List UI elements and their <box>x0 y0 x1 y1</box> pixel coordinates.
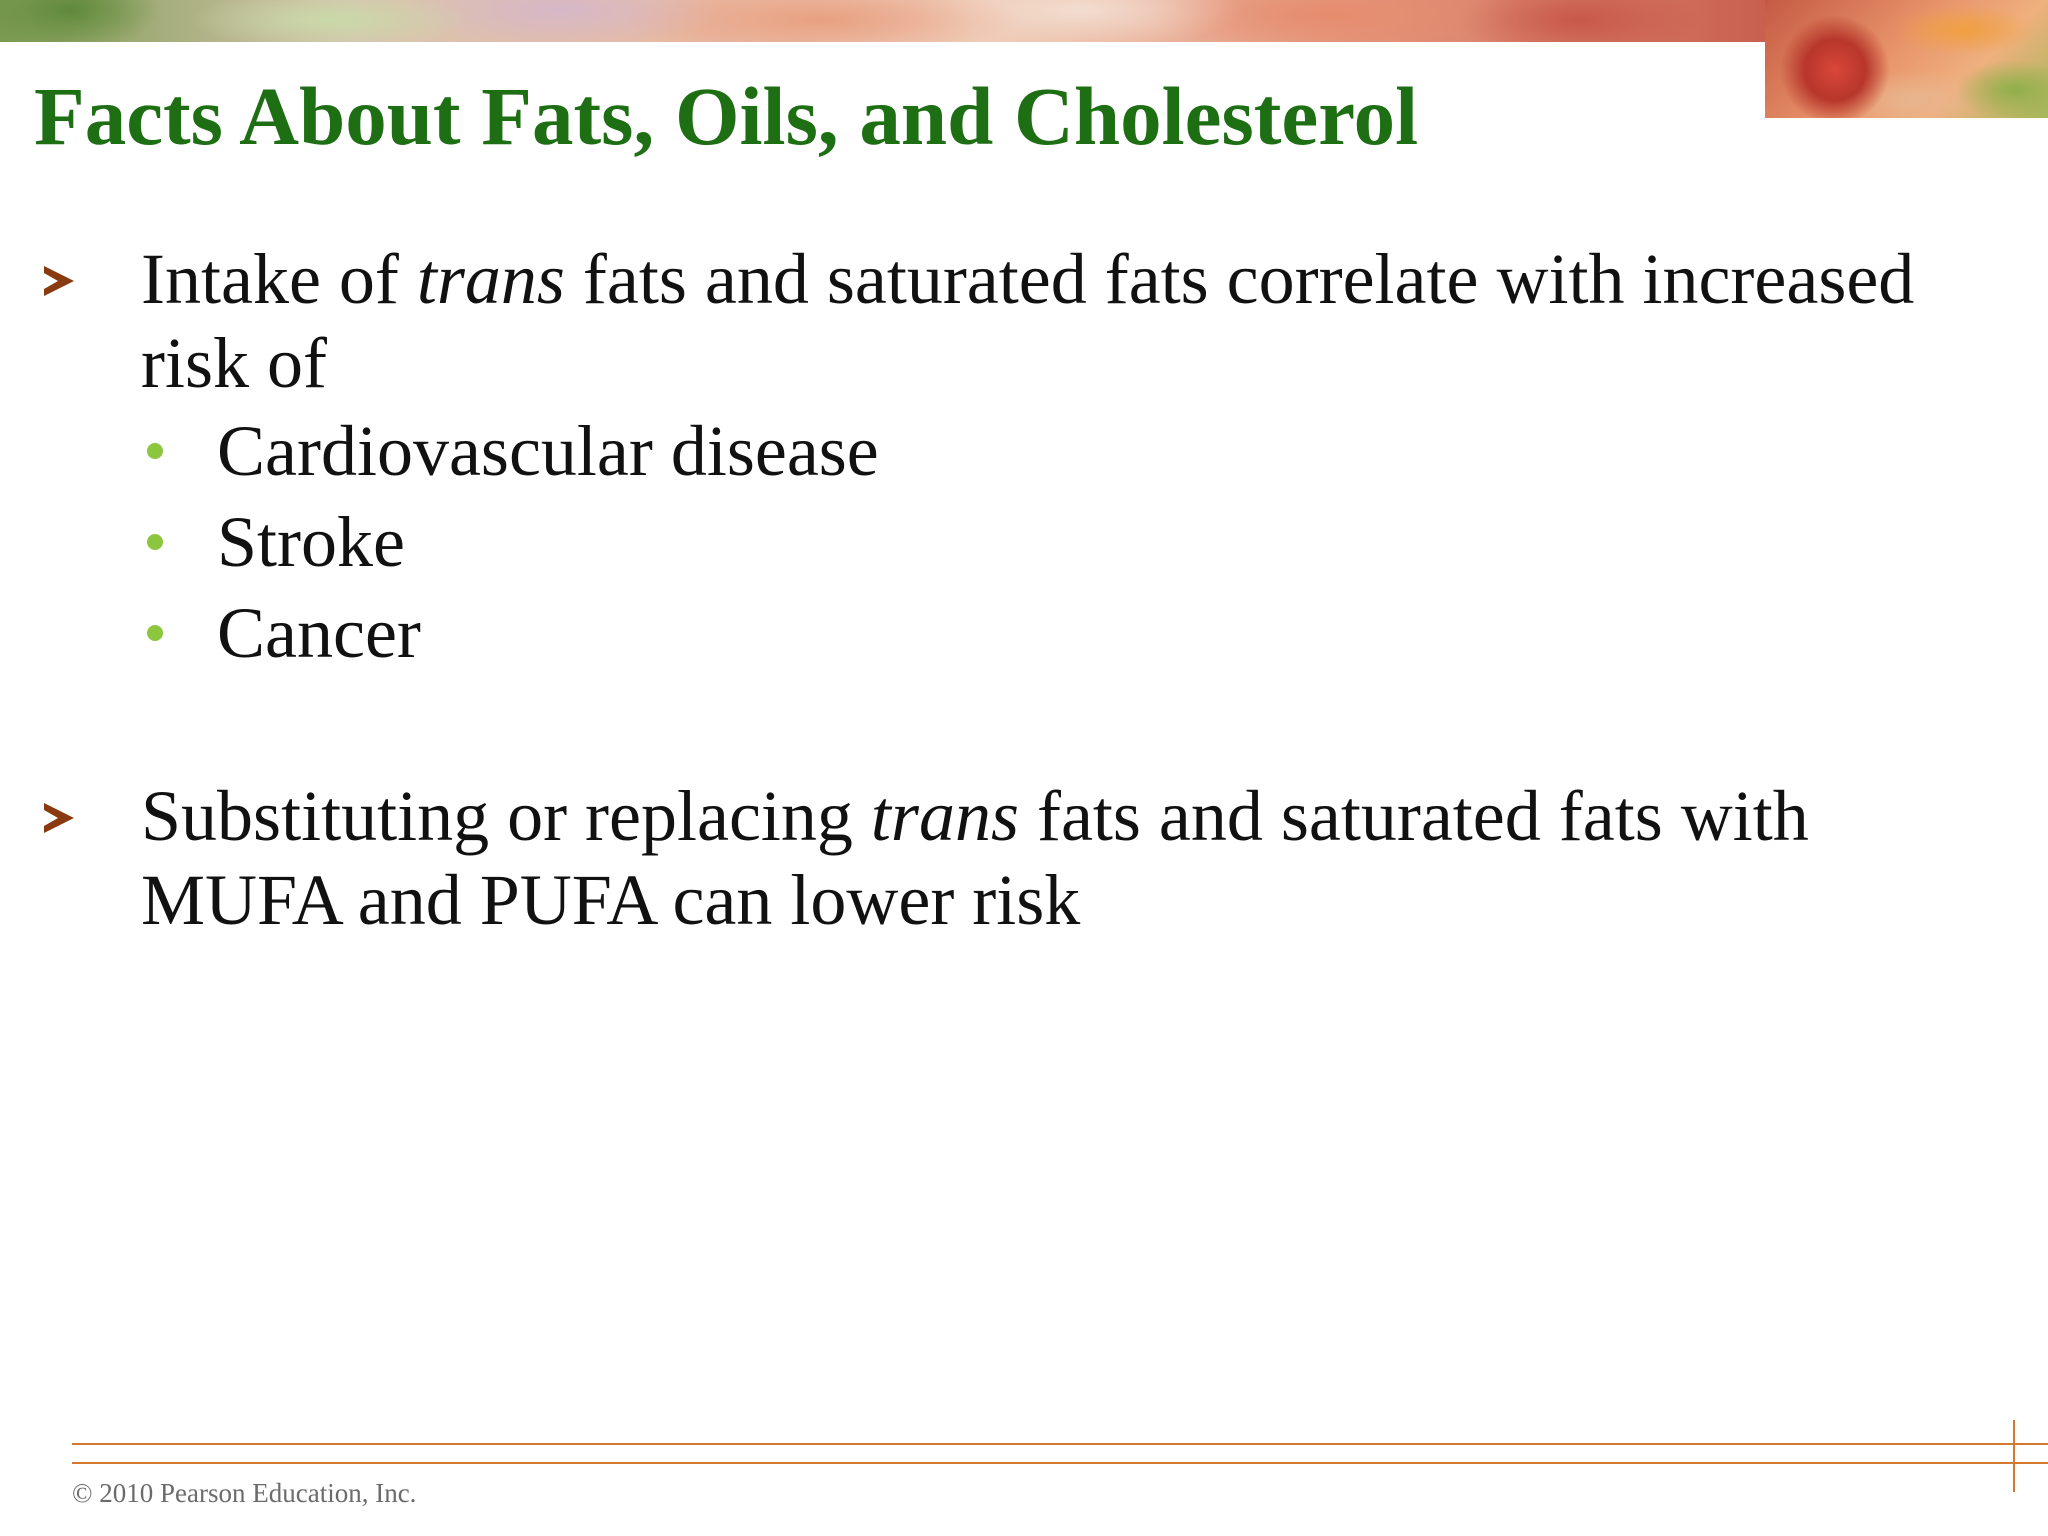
bullet-point-2-italic: trans <box>870 776 1019 856</box>
dot-bullet-icon <box>147 625 163 641</box>
bullet-point-1 <box>141 237 2001 405</box>
corner-food-photo <box>1765 0 2048 118</box>
bullet-point-1-text-a: Intake of <box>141 239 417 319</box>
top-food-photo-banner <box>0 0 1765 42</box>
bullet-point-2 <box>141 774 2001 942</box>
arrowhead-bullet-icon <box>44 266 74 296</box>
bullet-point-2-text-a: Substituting or replacing <box>141 776 871 856</box>
bullet-point-2-text-b: fats and saturated fats with MUFA and PUFA can lower risk <box>141 776 1809 940</box>
dot-bullet-icon <box>147 443 163 459</box>
footer-rule-bottom <box>72 1462 2048 1464</box>
subpoint-stroke: Stroke <box>217 502 405 582</box>
arrowhead-bullet-icon <box>44 803 74 833</box>
slide-title: Facts About Fats, Oils, and Cholesterol <box>34 70 1419 162</box>
subpoint-cancer: Cancer <box>217 593 421 673</box>
subpoint-cardiovascular: Cardiovascular disease <box>217 411 879 491</box>
footer-corner-mark <box>2013 1420 2015 1492</box>
bullet-point-1-text-b: fats and saturated fats correlate with increased risk of <box>141 239 1915 403</box>
copyright-notice: © 2010 Pearson Education, Inc. <box>72 1478 417 1508</box>
dot-bullet-icon <box>147 534 163 550</box>
footer-rule-top <box>72 1443 2048 1445</box>
bullet-point-1-italic: trans <box>416 239 565 319</box>
